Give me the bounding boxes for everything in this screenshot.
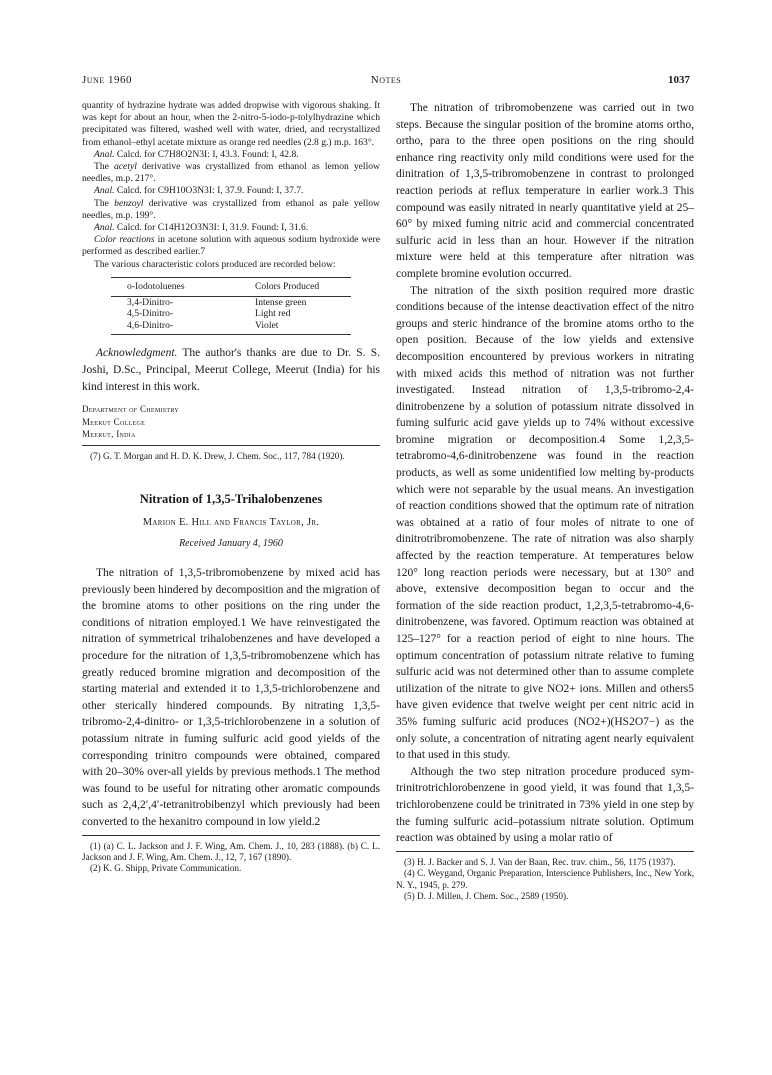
acetyl-derivative: The acetyl derivative was crystallized from ethanol as lemon yellow needles, m.p. 217°. xyxy=(82,161,380,185)
running-header xyxy=(82,74,690,90)
affiliation xyxy=(82,403,380,441)
affiliation-line: Meerut, India xyxy=(82,429,136,440)
acknowledgment: Acknowledgment. The author's thanks are due to Dr. S. S. Joshi, D.Sc., Principal, Meerut College, Meerut (India) for his kind interest in this work. xyxy=(82,347,380,393)
body-paragraph-1: The nitration of tribromobenzene was carried out in two steps. Because the singular position of the bromine atoms ortho, ortho, para to the three open positions on the ring should enhance ring reactivity only mild conditions were used for the dinitration of 1,3,5-tribromobenzene in contrast to prolonged reaction periods at reflux temperature in earlier work.3 This compound was easily nitrated in nearly quantitative yield at 25–60° by mixed fuming nitric acid and commercial concentrated sulfuric acid in less than an hour. However if the nitration mixture were held at this temperature after nitration was complete bromine evolution occurred. xyxy=(396,102,694,280)
table-row xyxy=(111,308,351,320)
analysis-line-1: Anal. Calcd. for C7H8O2N3I: I, 43.3. Found: I, 42.8. xyxy=(94,148,299,160)
table-header: Colors Produced xyxy=(255,277,351,296)
colors-intro: The various characteristic colors produced are recorded below: xyxy=(94,258,336,270)
article-authors: Marion E. Hill and Francis Taylor, Jr. xyxy=(142,517,320,529)
analysis-line-2: Anal. Calcd. for C9H10O3N3I: I, 37.9. Found: I, 37.7. xyxy=(94,185,304,197)
body-paragraph-2: The nitration of the sixth position required more drastic conditions because of the intense deactivation effect of the nitro groups and steric hindrance of the bromine atoms ortho to the open position. Because of the low yields and extensive decomposition encountered by previous workers in nitrating with mixed acids this method of nitration was not further investigated. Instead nitration of 1,3,5-tribromo-2,4-dinitrobenzene by a solution of potassium nitrate dissolved in fuming sulfuric acid gave yields up to 74% without excessive bromine migration or decomposition.4 Some 1,2,3,5-tetrabromo-4,6-dinitrobenzene was found in the reaction products, as well as some unidentified low melting by-products which were not separable by the usual means. An investigation of reaction conditions showed that the optimum rate of nitration was obtained at a ratio of four moles of nitrate to one of dinitrotribromobenzene. The rate of nitration was also sharply affected by the reaction temperature. At temperatures below 120° long reaction periods were necessary, but at 130° and above, extensive decomposition began to occur and the formation of the side reaction product, 1,2,3,5-tetrabromo-4,6-dinitrobenzene, was favored. Optimum reaction was obtained at 125–127° for a reaction period of eight to nine hours. The optimum concentration of potassium nitrate relative to fuming sulfuric acid was not determined other than to assume complete utilization of the nitrate to give NO2+ ions. Millen and others5 have given evidence that twelve weight per cent nitric acid in 35% fuming sulfuric acid produces (NO2+)(HS2O7−) as the only solute, a concentration of nitrating agent nearly equivalent to that used in this study. xyxy=(396,284,694,762)
right-column xyxy=(396,100,694,902)
footnote-2: (2) K. G. Shipp, Private Communication. xyxy=(90,863,242,874)
body-paragraph-3: Although the two step nitration procedure produced sym-trinitrotrichlorobenzene in good yield, it was found that 1,3,5-trichlorobenzene could be trinitrated in 73% yield in one step by the fuming sulfuric acid–potassium nitrate solution. Optimum reaction was obtained by using a molar ratio of xyxy=(396,765,694,845)
footnote-3: (3) H. J. Backer and S. J. Van der Baan, Rec. trav. chim., 56, 1175 (1937). xyxy=(404,856,676,867)
table-row xyxy=(111,320,351,335)
table-row xyxy=(111,296,351,308)
left-column xyxy=(82,100,380,875)
table-cell: Intense green xyxy=(255,296,307,308)
procedure-paragraph: quantity of hydrazine hydrate was added dropwise with vigorous shaking. It was kept for about an hour, when the 2-nitro-5-iodo-p-tolylhydrazine which precipitated was filtered, washed well with water, dried, and recrystallized from ethanol–ethyl acetate mixture as orange red needles (2.8 g.) m.p. 163°. xyxy=(82,100,380,148)
header-date: June 1960 xyxy=(82,74,132,86)
footnote-rule xyxy=(82,835,380,836)
footnote-7: (7) G. T. Morgan and H. D. K. Drew, J. Chem. Soc., 117, 784 (1920). xyxy=(90,450,345,461)
color-reactions: Color reactions in acetone solution with aqueous sodium hydroxide were performed as described earlier.7 xyxy=(82,234,380,258)
footnote-4: (4) C. Weygand, Organic Preparation, Interscience Publishers, Inc., New York, N. Y., 1945, p. 279. xyxy=(396,868,694,890)
page-number: 1037 xyxy=(668,74,690,86)
footnote-rule xyxy=(396,851,694,852)
article-title: Nitration of 1,3,5-Trihalobenzenes xyxy=(139,492,323,507)
intro-paragraph: The nitration of 1,3,5-tribromobenzene by mixed acid has previously been hindered by decomposition and the migration of the bromine atoms to other positions on the ring under the conditions of nitration employed.1 We have reinvestigated the nitration of symmetrical trihalobenzenes and have developed a procedure for the nitration of 1,3,5-tribromobenzene which has greatly reduced bromine migration and decomposition of the starting material and extended it to 1,3,5-trichlorobenzene and other sterically hindered compounds. By nitrating 1,3,5-tribromo-2,4-dinitro- or 1,3,5-trichlorobenzene in a solution of potassium nitrate in fuming sulfuric acid good yields of the corresponding trinitro compounds were obtained, compared with 20–30% over-all yields by previous methods.1 The method was found to be useful for nitrating other aromatic compounds such as 2,4,2′,4′-tetranitrobibenzyl which previously had been converted to the hexanitro compound in low yield.2 xyxy=(82,567,380,828)
analysis-line-3: Anal. Calcd. for C14H12O3N3I: I, 31.9. Found: I, 31.6. xyxy=(94,222,309,234)
table-header: o-Iodotoluenes xyxy=(111,277,255,296)
table-cell: Violet xyxy=(255,320,351,335)
table-cell: 3,4-Dinitro- xyxy=(127,296,174,308)
affiliation-line: Meerut College xyxy=(82,416,146,427)
table-cell: Light red xyxy=(255,308,291,320)
footnote-1: (1) (a) C. L. Jackson and J. F. Wing, Am. Chem. J., 10, 283 (1888). (b) C. L. Jackson and J. F. Wing, Am. Chem. J., 12, 7, 167 (1890). xyxy=(82,840,380,862)
table-cell: 4,6-Dinitro- xyxy=(111,320,255,335)
received-date: Received January 4, 1960 xyxy=(179,538,283,550)
table-cell: 4,5-Dinitro- xyxy=(127,308,174,320)
footnote-rule xyxy=(82,445,380,446)
footnote-5: (5) D. J. Millen, J. Chem. Soc., 2589 (1950). xyxy=(404,890,569,901)
benzoyl-derivative: The benzoyl derivative was crystallized from ethanol as pale yellow needles, m.p. 199°. xyxy=(82,197,380,221)
colors-table xyxy=(111,277,351,336)
affiliation-line: Department of Chemistry xyxy=(82,404,179,415)
header-section: Notes xyxy=(370,74,402,86)
